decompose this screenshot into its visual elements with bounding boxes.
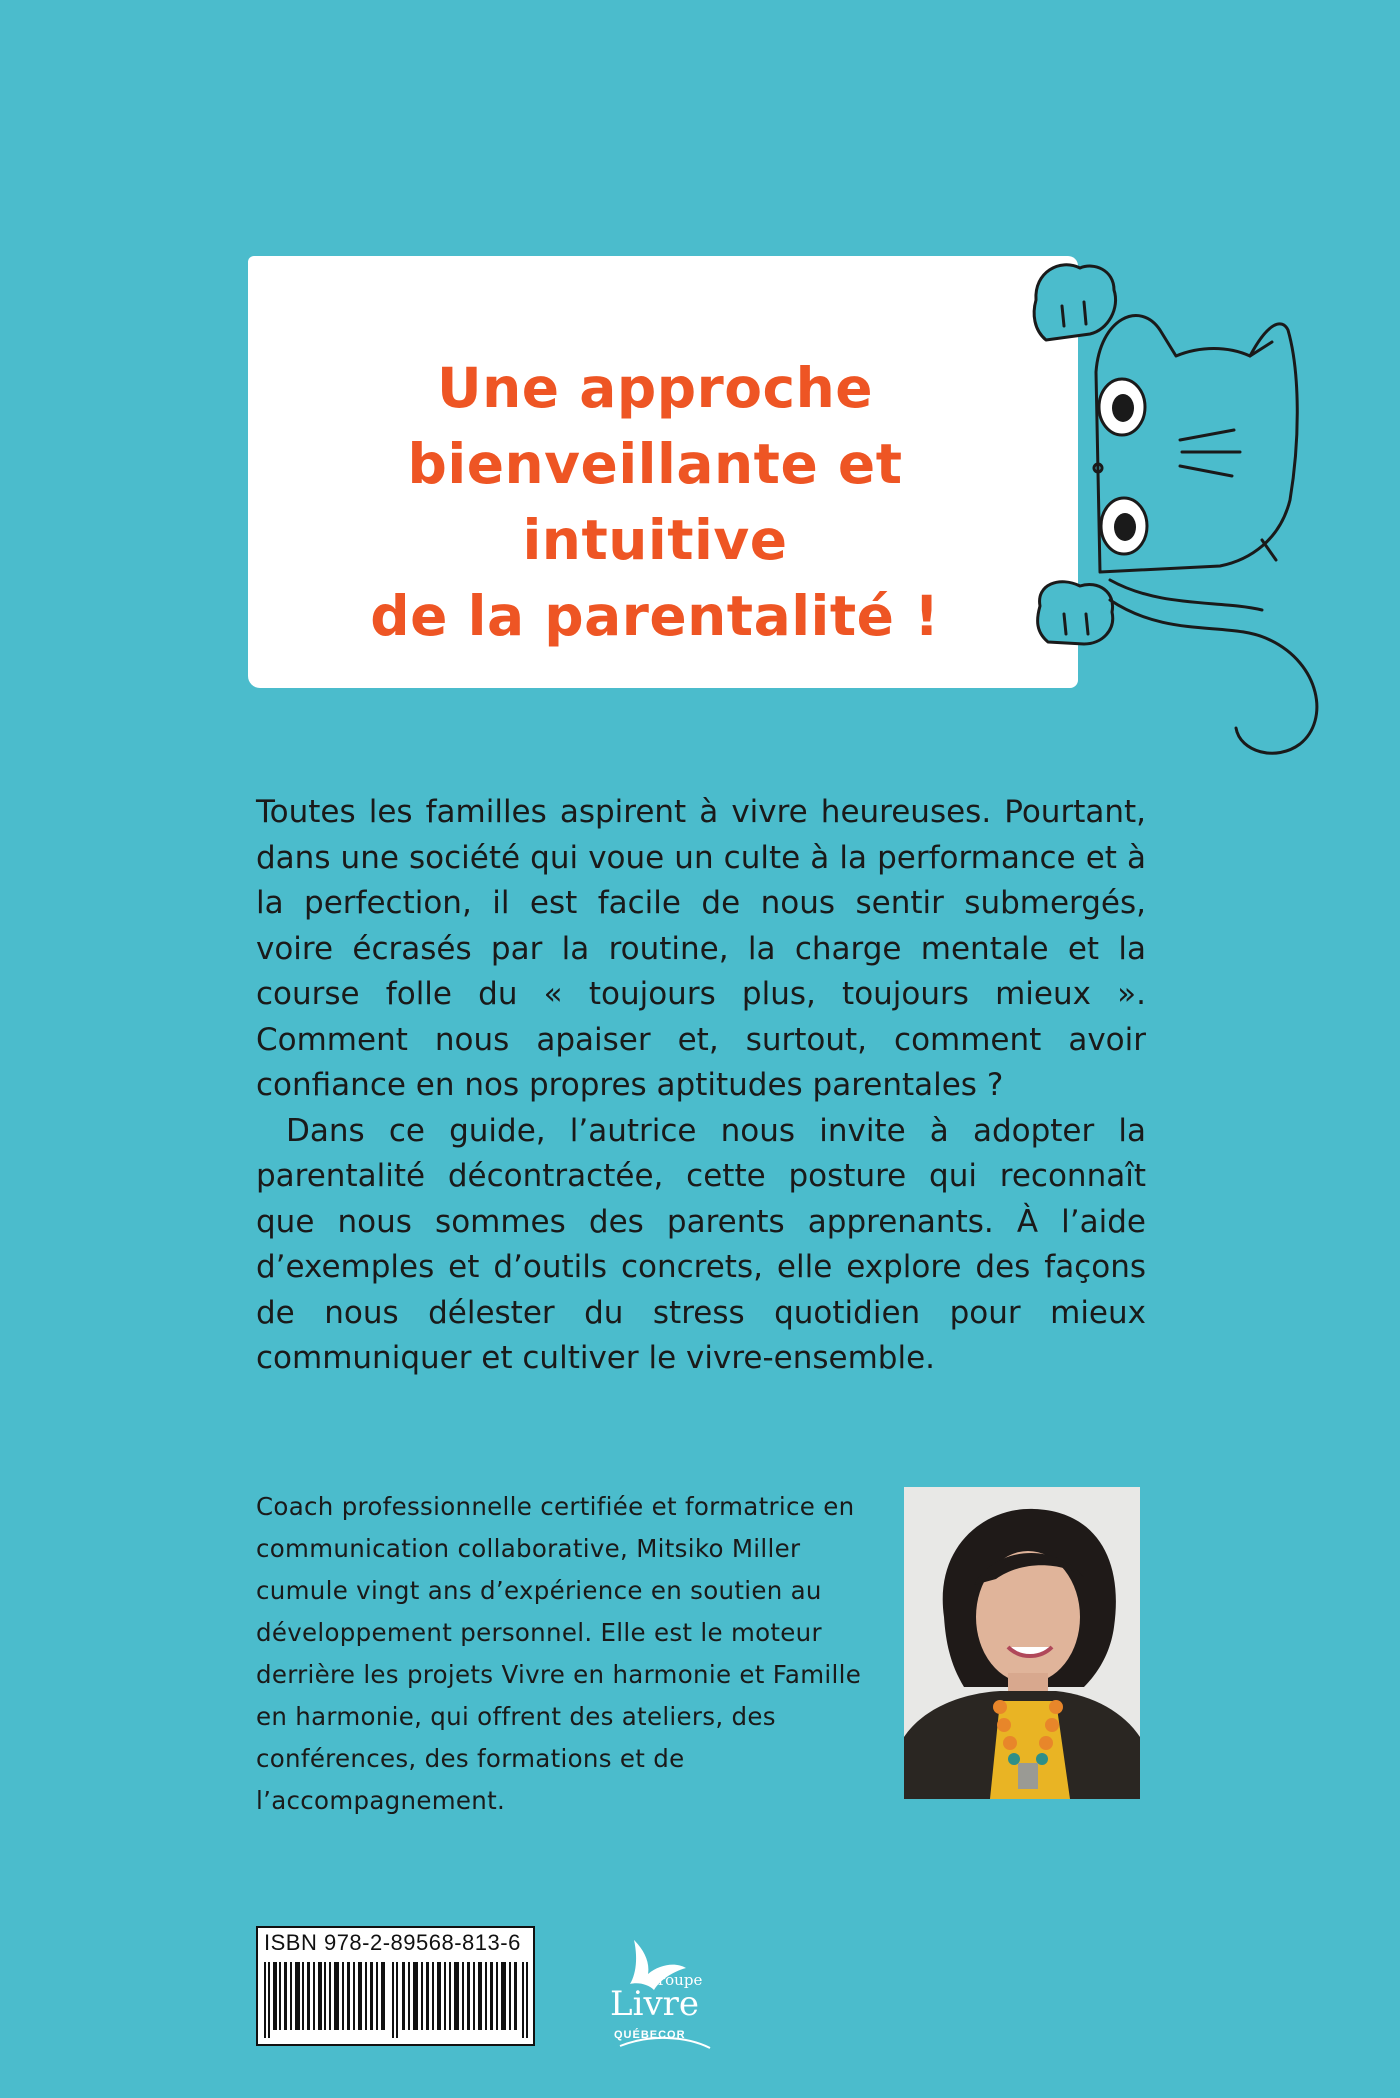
tagline <box>270 350 1040 654</box>
publisher-groupe-label: Groupe <box>646 1971 703 1989</box>
blurb-paragraph-2: Dans ce guide, l’autrice nous invite à adopter la parentalité décontractée, cette posture qui reconnaît que nous sommes des parents apprenants. À l’aide d’exemples et d’outils concrets, elle explore des façons de nous délester du stress quotidien pour mieux communiquer et cultiver le vivre-ensemble. <box>256 1112 1146 1376</box>
author-bio: Coach professionnelle certifiée et formatrice en communication collaborative, Mitsiko Miller cumule vingt ans d’expérience en soutien au développement personnel. Elle est le moteur derrière les projets Vivre en harmonie et Famille en harmonie, qui offrent des ateliers, des conférences, des formations et de l’accompagnement. <box>256 1492 862 1815</box>
author-photo <box>904 1487 1140 1799</box>
barcode-bars <box>264 1962 528 2038</box>
publisher-livre-label: Livre <box>610 1984 700 2024</box>
tagline-line-3: de la parentalité ! <box>370 584 940 648</box>
barcode <box>256 1926 535 2046</box>
isbn-number: ISBN 978-2-89568-813-6 <box>264 1930 521 1955</box>
publisher-quebecor-label: QUÉBECOR <box>614 2029 686 2041</box>
tagline-line-1: Une approche <box>436 356 874 420</box>
book-blurb <box>256 790 1146 1382</box>
author-portrait-image <box>904 1487 1140 1799</box>
blurb-paragraph-1: Toutes les familles aspirent à vivre heureuses. Pourtant, dans une société qui voue un culte à la performance et à la perfection, il est facile de nous sentir submergés, voire écrasés par la routine, la charge mentale et la course folle du « toujours plus, toujours mieux ». Comment nous apaiser et, surtout, comment avoir confiance en nos propres aptitudes parentales ? <box>256 794 1146 1103</box>
tagline-line-2: bienveillante et intuitive <box>407 432 903 572</box>
